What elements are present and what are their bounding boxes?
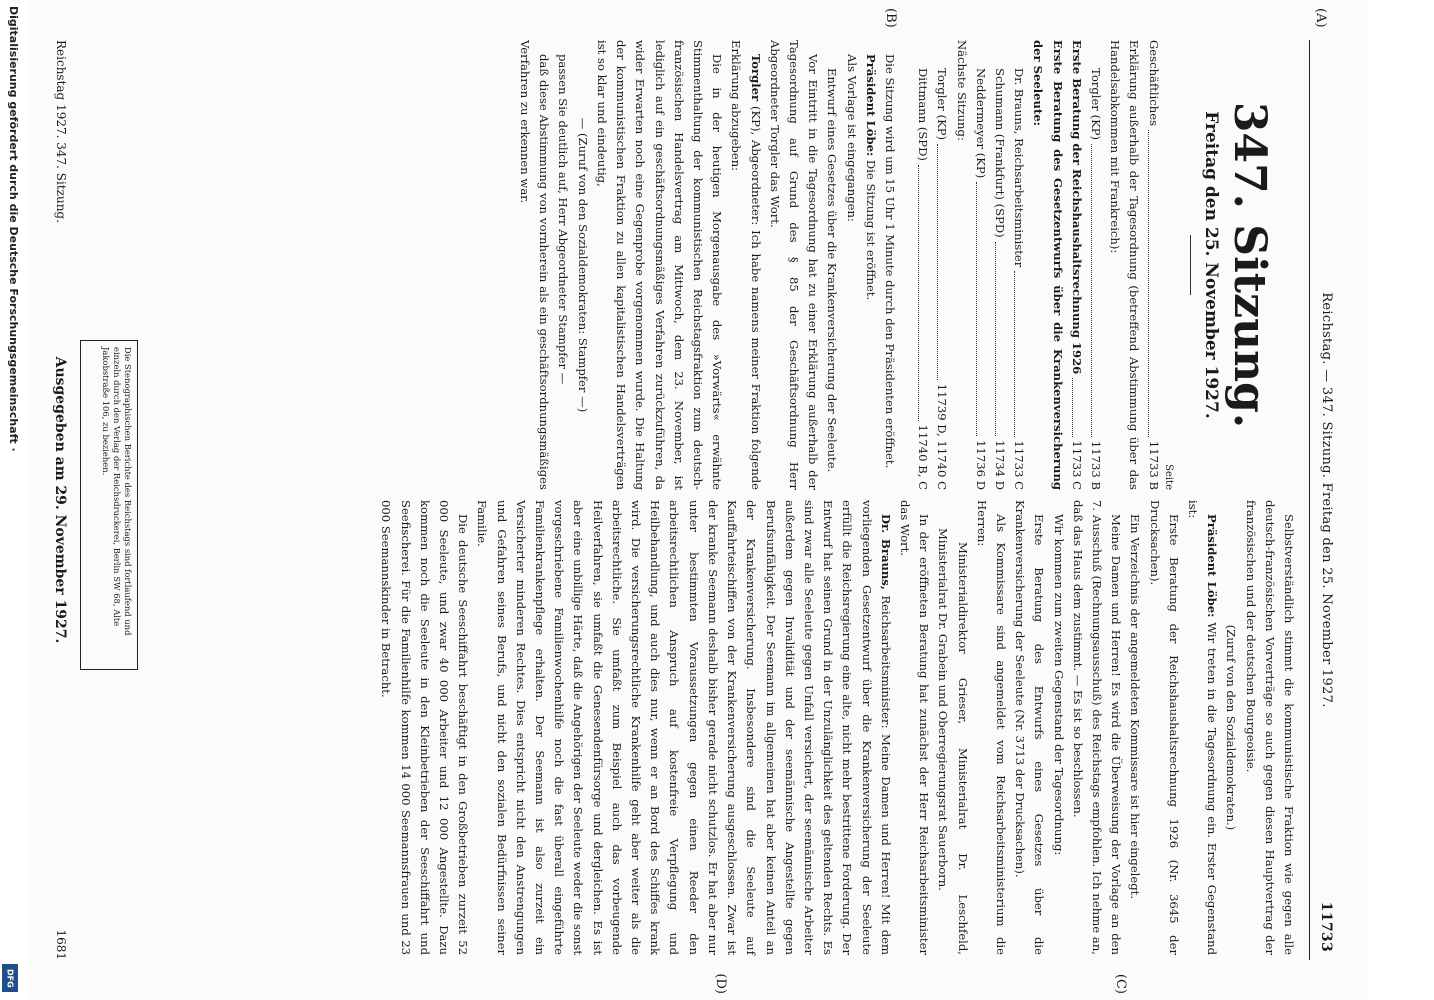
- paragraph: Wir kommen zum zweiten Gegenstand der Tagesordnung:: [1051, 514, 1066, 856]
- margin-letter-c: (C): [1113, 973, 1128, 994]
- toc-row: Dittmann (SPD) 11740 B, C: [916, 68, 931, 490]
- paragraph: Selbstverständlich stimmt die kommunistische Fraktion wie gegen alle deutsch-französischen Vorverträge so auch gegen diesen Hauptvertrag der französischen und der deutschen Bourgeoisie.: [1243, 500, 1296, 955]
- paragraph: Erste Beratung der Reichshaushaltsrechnung 1926 (Nr. 3645 der Drucksachen).: [1147, 500, 1181, 955]
- paragraph: daß diese Abstimmung von vornherein als ein geschäftsordnungsmäßiges Verfahren zu erkennen war.: [518, 40, 552, 490]
- paragraph: Präsident Löbe: Wir treten in die Tagesordnung ein. Erster Gegenstand ist:: [1185, 500, 1220, 955]
- footer-page: 1681: [54, 929, 68, 960]
- margin-letter-a: (A): [1313, 8, 1328, 28]
- paragraph: Präsident Löbe: Die Sitzung ist eröffnet.: [863, 54, 878, 301]
- paragraph: passen Sie deutlich auf, Herr Abgeordneter Stampfer —: [556, 54, 571, 385]
- paragraph: Ein Verzeichnis der angemeldeten Kommissare ist hier eingelegt.: [1128, 514, 1143, 900]
- paragraph: Dr. Brauns, Reichsarbeitsminister: Meine Damen und Herren! Mit dem vorliegenden Gesetzentwurf über die Krankenversicherung der Seeleute erfüllt die Reichsregierung eine alte, nicht mehr bestrittene Forderung. Der Entwurf hat seinen Grund in der Unzulänglichkeit des geltenden Rechts. Es sind zwar alle Seeleute gegen Unfall versichert, der seemännische Arbeiter außerdem gegen Invalidität und der seemännische Angestellte gegen Berufsunfähigkeit. Der Seemann im allgemeinen hat aber keinen Anteil an der Krankenversicherung. Insbesondere sind die Seeleute auf Kauffahrteischiffen von der Krankenversicherung ausgeschlossen. Zwar ist der kranke Seemann deshalb bisher gerade nicht schutzlos. Er hat aber nur unter bestimmten Voraussetzungen gegen einen Reeder den arbeitsrechtlichen Anspruch auf kostenfreie Verpflegung und Heilbehandlung, und auch dies nur, wenn er an Bord des Schiffes krank wird. Die versicherungsrechtliche Krankenhilfe geht aber weiter als die arbeitsrechtliche. Sie umfaßt zum Beispiel auch das vorbeugende Heilverfahren, sie umfaßt die Genesendenfürsorge und dergleichen. Es ist aber eine unbillige Härte, daß die Angehörigen der Seeleute weder die sonst vorgeschriebene Familienwochenhilfe noch die fast überall eingeführte Familienkrankenpflege erhalten. Der Seemann ist also zurzeit ein Versicherter minderen Rechtes. Dies entspricht nicht den Anstrengungen und Gefahren seines Berufs, und nicht den sozialen Bedürfnissen seiner Familie.: [475, 500, 893, 955]
- paragraph: (Zuruf von den Sozialdemokraten.): [1224, 624, 1239, 831]
- toc-row: Erste Beratung des Gesetzentwurfs über die Krankenversicherung der Seeleute:: [1031, 40, 1065, 490]
- session-title: 347. Sitzung.: [1224, 101, 1275, 429]
- running-head: [1319, 40, 1334, 960]
- paragraph: Als Vorlage ist eingegangen:: [844, 54, 859, 222]
- left-column: [515, 40, 1298, 490]
- digitization-credit-text: Digitalisierung gefördert durch die Deutsche Forschungsgemeinschaft ·: [7, 6, 20, 452]
- toc-row: Neddermeyer (KP) 11736 D: [973, 68, 988, 490]
- paragraph: Die in der heutigen Morgenausgabe des »Vorwärts« erwähnte Stimmenthaltung der kommunistischen Reichstagsfraktion zum deutsch-französischen Handelsvertrag am Mittwoch, dem 23. November, ist lediglich auf ein geschäftsordnungsmäßiges Verfahren zurückzuführen, da wider Erwarten noch eine Gegenprobe vorgenommen wurde. Die Haltung der kommunistischen Fraktion zu allen kapitalistischen Handelsverträgen ist so klar und eindeutig,: [594, 40, 725, 490]
- toc-row: Erklärung außerhalb der Tagesordnung (betreffend Abstimmung über das Handelsabkommen mit Frankreich):: [1108, 40, 1142, 490]
- publisher-notice: Die Stenographischen Berichte des Reichstags sind fortlaufend und einzeln durch den Verlag der Reichsdruckerei, Berlin SW 68, Alte Jakobstraße 106, zu beziehen.: [80, 340, 138, 670]
- page-number: 11733: [1318, 901, 1334, 952]
- paragraph: Vor Eintritt in die Tagesordnung hat zu einer Erklärung außerhalb der Tagesordnung auf Grund des § 85 der Geschäftsordnung Herr Abgeordneter Torgler das Wort.: [767, 40, 821, 490]
- paragraph: Als Kommissare sind angemeldet vom Reichsarbeitsministerium die Herren:: [974, 500, 1008, 955]
- paragraph: Meine Damen und Herren! Es wird die Überweisung der Vorlage an den 7. Ausschuß (Rechnungsausschuß) des Reichstags empfohlen. Ich nehme an, daß das Haus dem zustimmt. — Es ist so beschlossen.: [1070, 500, 1124, 955]
- paragraph: In der eröffneten Beratung hat zunächst der Herr Reichsarbeitsminister das Wort.: [897, 500, 932, 955]
- paragraph: Die Sitzung wird um 15 Uhr 1 Minute durch den Präsidenten eröffnet.: [882, 54, 897, 469]
- title-rule: [1190, 235, 1191, 295]
- document-page: [28, 0, 1368, 1000]
- footer-issued: Ausgegeben am 29. November 1927.: [52, 356, 68, 644]
- toc-row: Torgler (KP) 11733 B: [1088, 68, 1103, 490]
- footer-left: Reichstag 1927. 347. Sitzung.: [54, 40, 68, 223]
- seite-label: Seite: [1162, 464, 1174, 490]
- toc-row: Torgler (KP) 11739 D, 11740 C: [935, 68, 950, 490]
- margin-letter-d: (D): [713, 973, 728, 994]
- paragraph: — (Zuruf von den Sozialdemokraten: Stampfer —): [575, 117, 590, 413]
- paragraph: Erste Beratung des Entwurfs eines Gesetzes über die Krankenversicherung der Seeleute (Nr. 3713 der Drucksachen).: [1013, 500, 1047, 955]
- running-head-text: Reichstag. — 347. Sitzung. Freitag den 25. November 1927.: [1319, 292, 1334, 708]
- toc-row: Geschäftliches 11733 B: [1146, 40, 1161, 490]
- header-rule: [1309, 40, 1310, 960]
- toc-row: Erste Beratung der Reichshaushaltsrechnung 1926 11733 C: [1069, 40, 1084, 490]
- dfg-logo: DFG: [2, 964, 18, 992]
- right-column: [376, 500, 1298, 955]
- paragraph: Entwurf eines Gesetzes über die Krankenversicherung der Seeleute.: [825, 68, 840, 473]
- toc-row: Nächste Sitzung:: [954, 40, 969, 141]
- paragraph: Die deutsche Seeschiffahrt beschäftigt in den Großbetrieben zurzeit 52 000 Seeleute, und zwar 40 000 Arbeiter und 12 000 Angestellte. Dazu kommen noch die Seeleute in den Kleinbetrieben der Seeschiffahrt und Seefischerei. Für die Familienhilfe kommen 14 000 Seemannsfrauen und 23 000 Seemannskinder in Betracht.: [379, 500, 471, 955]
- session-date: Freitag den 25. November 1927.: [1201, 111, 1221, 419]
- toc-row: Dr. Brauns, Reichsarbeitsminister 11733 C: [1012, 68, 1027, 490]
- paragraph: Ministerialdirektor Grieser, Ministerialrat Dr. Leschfeld, Ministerialrat Dr. Grabein und Oberregierungsrat Sauerborn.: [936, 528, 970, 955]
- table-of-contents: [913, 40, 1163, 490]
- margin-letter-b: (B): [883, 8, 898, 28]
- toc-row: Schumann (Frankfurt) (SPD) 11734 D: [992, 68, 1007, 490]
- paragraph: Torgler (KP), Abgeordneter: Ich habe namens meiner Fraktion folgende Erklärung abzugeben:: [729, 40, 763, 490]
- digitization-credit: [0, 0, 22, 1000]
